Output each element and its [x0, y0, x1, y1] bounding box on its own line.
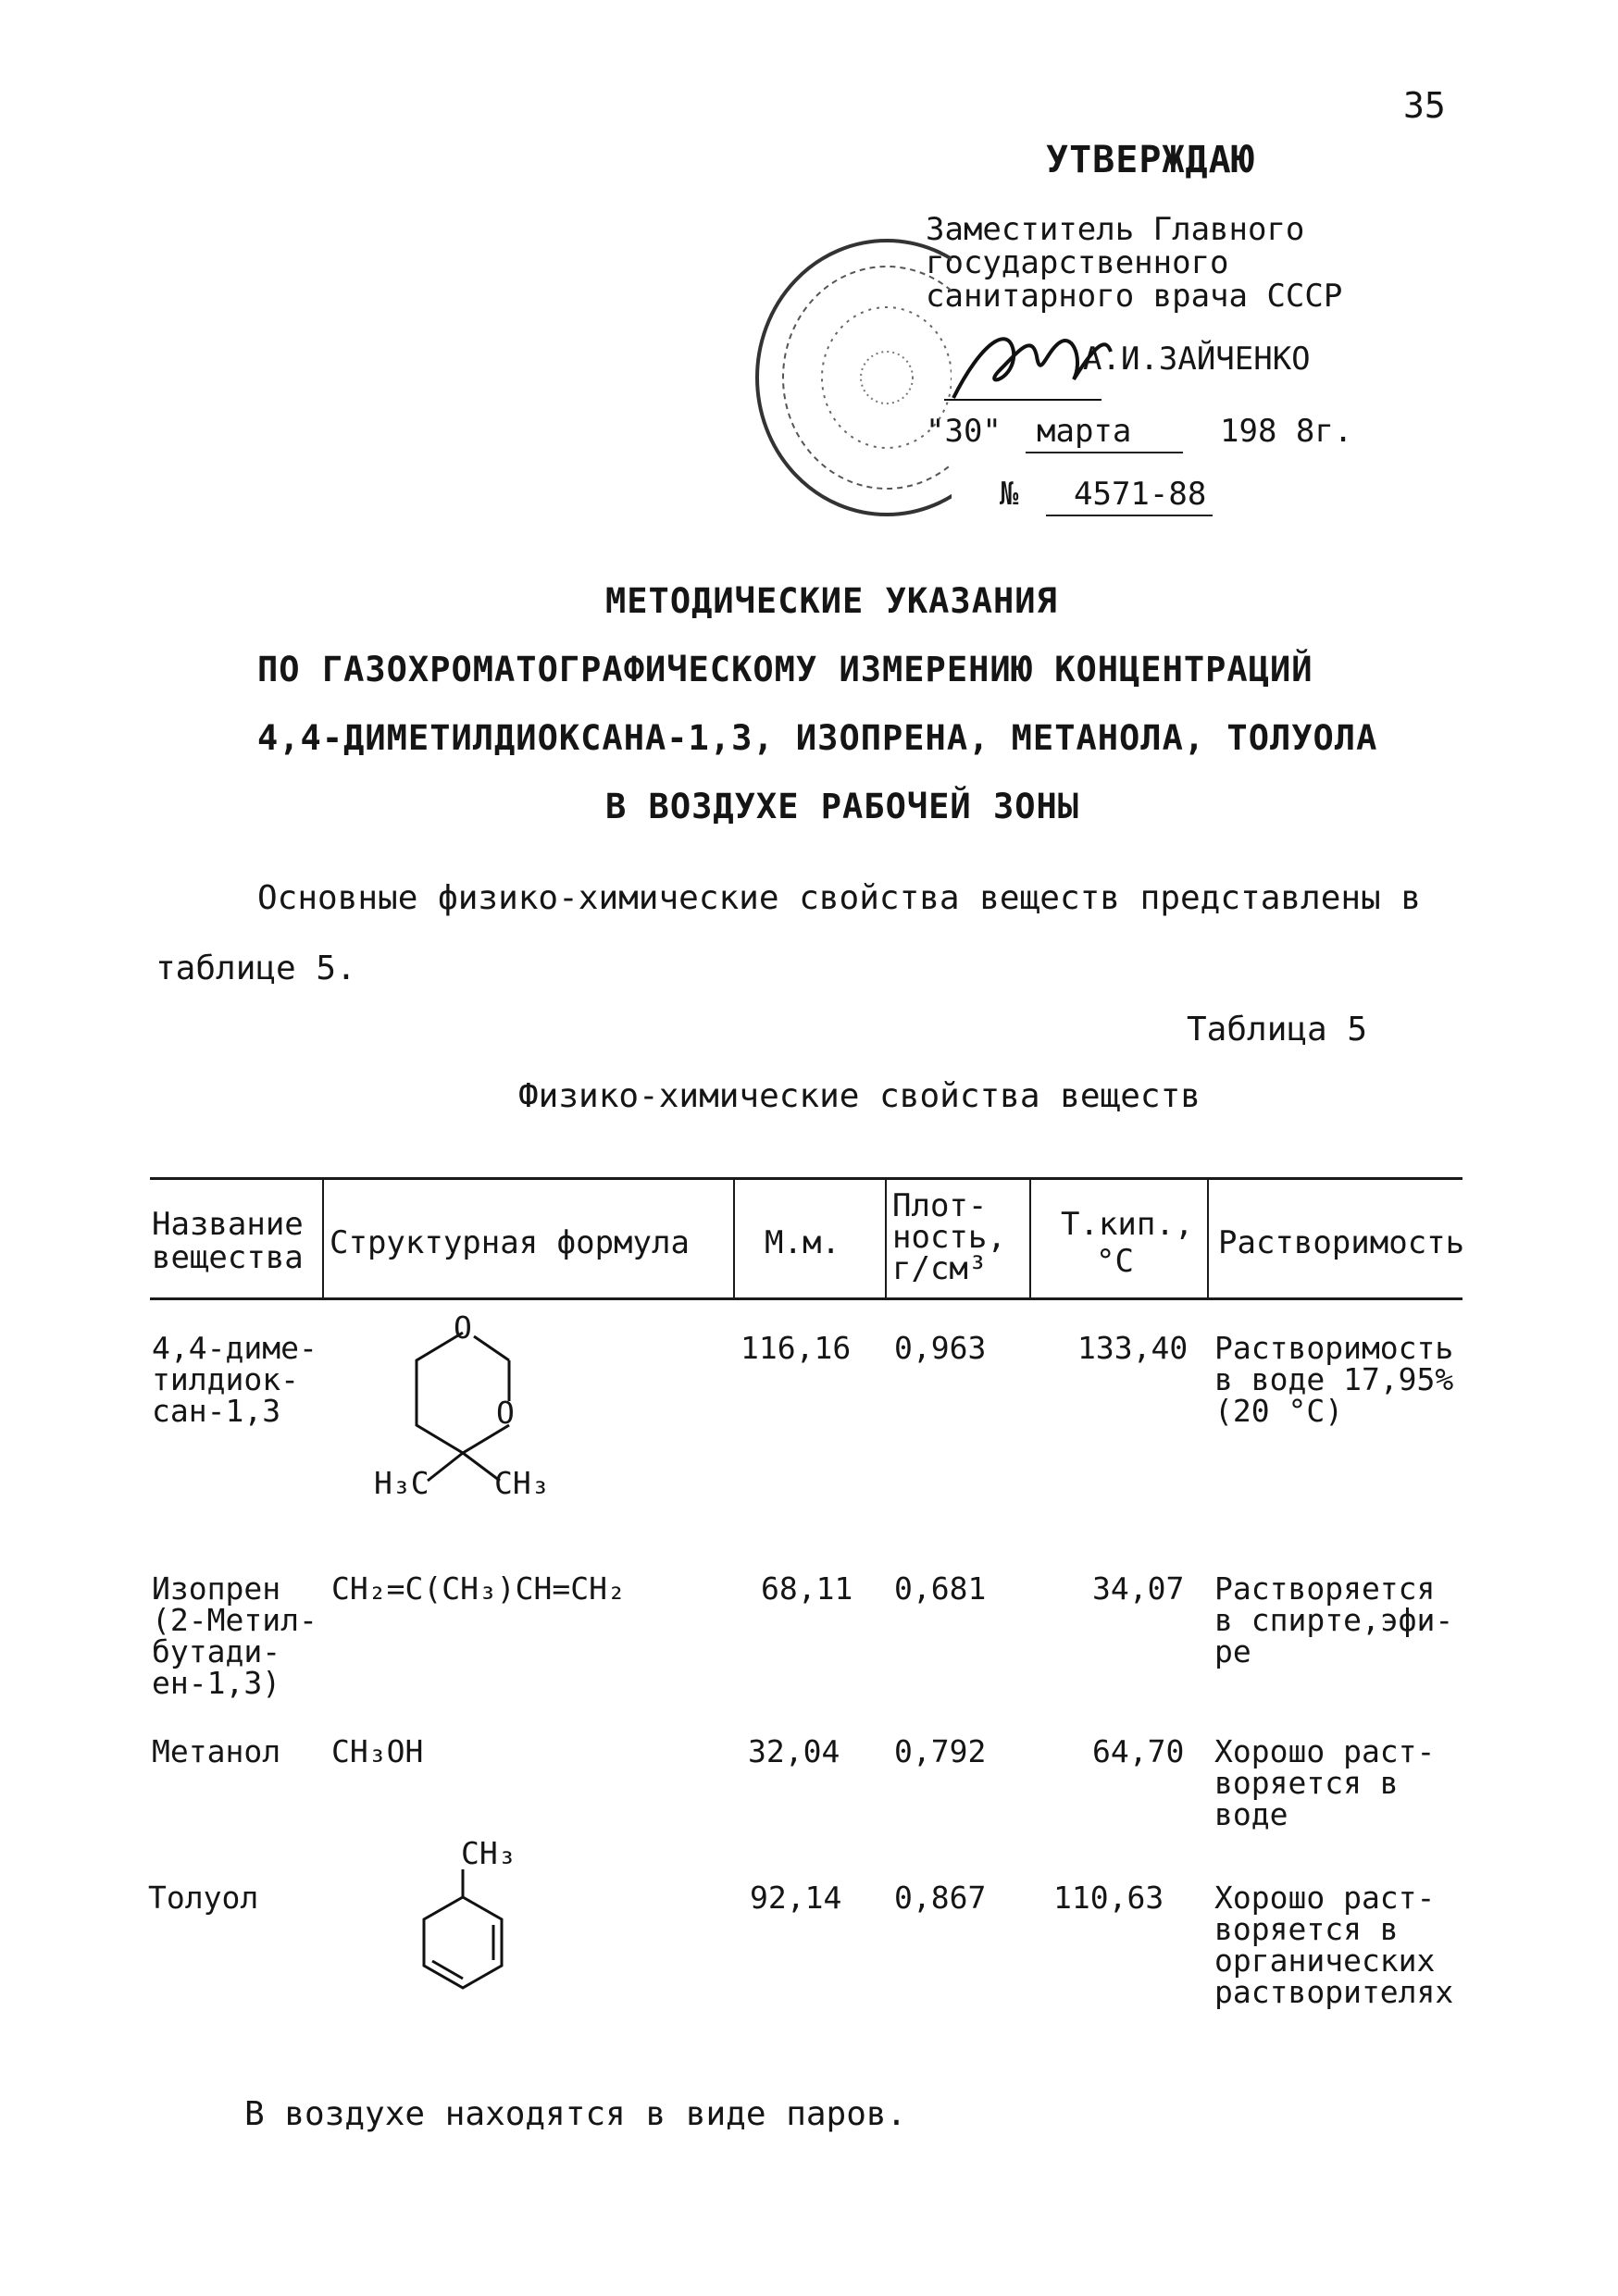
row1-sol-1: Растворимость [1214, 1330, 1454, 1366]
row3-sol-2: воряется в [1214, 1765, 1399, 1801]
number-underline [1046, 515, 1213, 516]
dioxane-ch3: CH₃ [494, 1465, 550, 1501]
header-bp-line-2: °C [1096, 1243, 1134, 1280]
row1-name-3: сан-1,3 [152, 1393, 281, 1429]
intro-line-1: Основные физико-химические свойства веществ представлены в [257, 879, 1422, 917]
date-month-underline [1026, 452, 1183, 453]
date-year: 198 8г. [1220, 413, 1353, 450]
col-divider-3 [885, 1177, 887, 1299]
table-label: Таблица 5 [1187, 1011, 1368, 1049]
header-name-line-1: Название [152, 1206, 304, 1243]
row4-sol-3: органических [1214, 1942, 1436, 1979]
row2-bp: 34,07 [1092, 1570, 1185, 1607]
row2-density: 0,681 [894, 1570, 987, 1607]
row3-name-1: Метанол [152, 1733, 281, 1769]
footer-text: В воздухе находятся в виде паров. [244, 2095, 907, 2133]
row2-name-4: ен-1,3) [152, 1665, 281, 1701]
row2-mw: 68,11 [761, 1570, 853, 1607]
doc-title-line-4: В ВОЗДУХЕ РАБОЧЕЙ ЗОНЫ [605, 787, 1080, 826]
row1-name-2: тилдиок- [152, 1361, 299, 1397]
row1-density: 0,963 [894, 1330, 987, 1366]
dioxane-o-right: O [496, 1395, 515, 1431]
row3-sol-1: Хорошо раст- [1214, 1733, 1436, 1769]
row1-bp: 133,40 [1077, 1330, 1189, 1366]
header-formula: Структурная формула [330, 1224, 690, 1261]
row4-sol-1: Хорошо раст- [1214, 1880, 1436, 1916]
row4-name-1: Толуол [148, 1880, 259, 1916]
header-density-line-2: ность, [892, 1219, 1006, 1256]
header-density-line-3: г/см³ [892, 1250, 988, 1287]
approval-line-3: санитарного врача СССР [926, 278, 1343, 315]
row4-sol-4: растворителях [1214, 1974, 1454, 2010]
official-seal-stamp [748, 222, 952, 537]
toluene-ch3: CH₃ [461, 1835, 517, 1871]
page-number: 35 [1403, 85, 1446, 126]
dioxane-o-top: O [454, 1309, 472, 1346]
approver-name: А.И.ЗАЙЧЕНКО [1083, 341, 1311, 378]
doc-title-line-3: 4,4-ДИМЕТИЛДИОКСАНА-1,3, ИЗОПРЕНА, МЕТАНОЛА, ТОЛУОЛА [257, 718, 1378, 758]
approval-line-2: государственного [926, 244, 1229, 281]
row2-name-3: бутади- [152, 1633, 281, 1669]
approval-line-1: Заместитель Главного [926, 211, 1305, 248]
row3-mw: 32,04 [748, 1733, 840, 1769]
row2-name-2: (2-Метил- [152, 1602, 317, 1638]
date-month: марта [1037, 413, 1132, 450]
header-density-line-1: Плот- [892, 1187, 988, 1224]
row4-bp: 110,63 [1053, 1880, 1164, 1916]
col-divider-1 [322, 1177, 324, 1299]
row2-formula: CH₂=C(CH₃)CH=CH₂ [331, 1570, 626, 1607]
toluene-structure [398, 1860, 528, 2027]
row1-sol-3: (20 °C) [1214, 1393, 1344, 1429]
table-header-rule [150, 1297, 1462, 1300]
row2-sol-3: ре [1214, 1633, 1251, 1669]
date-day: "30" [926, 413, 1002, 450]
table-caption: Физико-химические свойства веществ [518, 1077, 1201, 1115]
number-label: № [1000, 476, 1019, 513]
row3-bp: 64,70 [1092, 1733, 1185, 1769]
dioxane-h3c: H₃C [374, 1465, 429, 1501]
row3-density: 0,792 [894, 1733, 987, 1769]
row2-sol-1: Растворяется [1214, 1570, 1436, 1607]
col-divider-2 [733, 1177, 735, 1299]
row1-name-1: 4,4-диме- [152, 1330, 317, 1366]
row4-mw: 92,14 [750, 1880, 842, 1916]
header-bp-line-1: Т.кип., [1061, 1206, 1194, 1243]
row3-formula: CH₃OH [331, 1733, 424, 1769]
header-name-line-2: вещества [152, 1239, 304, 1276]
row4-sol-2: воряется в [1214, 1911, 1399, 1947]
approval-number: 4571-88 [1074, 476, 1207, 513]
row2-sol-2: в спирте,эфи- [1214, 1602, 1454, 1638]
row4-density: 0,867 [894, 1880, 987, 1916]
col-divider-4 [1029, 1177, 1031, 1299]
row3-sol-3: воде [1214, 1796, 1288, 1832]
handwritten-signature [944, 315, 1120, 416]
row1-sol-2: в воде 17,95% [1214, 1361, 1454, 1397]
row2-name-1: Изопрен [152, 1570, 281, 1607]
table-top-rule [150, 1177, 1462, 1180]
doc-title-line-2: ПО ГАЗОХРОМАТОГРАФИЧЕСКОМУ ИЗМЕРЕНИЮ КОНЦЕНТРАЦИЙ [257, 650, 1313, 689]
approval-title: УТВЕРЖДАЮ [1046, 139, 1255, 181]
intro-line-2: таблице 5. [156, 949, 356, 987]
doc-title-line-1: МЕТОДИЧЕСКИЕ УКАЗАНИЯ [605, 581, 1058, 621]
col-divider-5 [1207, 1177, 1209, 1299]
row1-mw: 116,16 [741, 1330, 852, 1366]
header-solubility: Растворимость [1218, 1224, 1465, 1261]
header-mw: М.м. [765, 1224, 840, 1261]
